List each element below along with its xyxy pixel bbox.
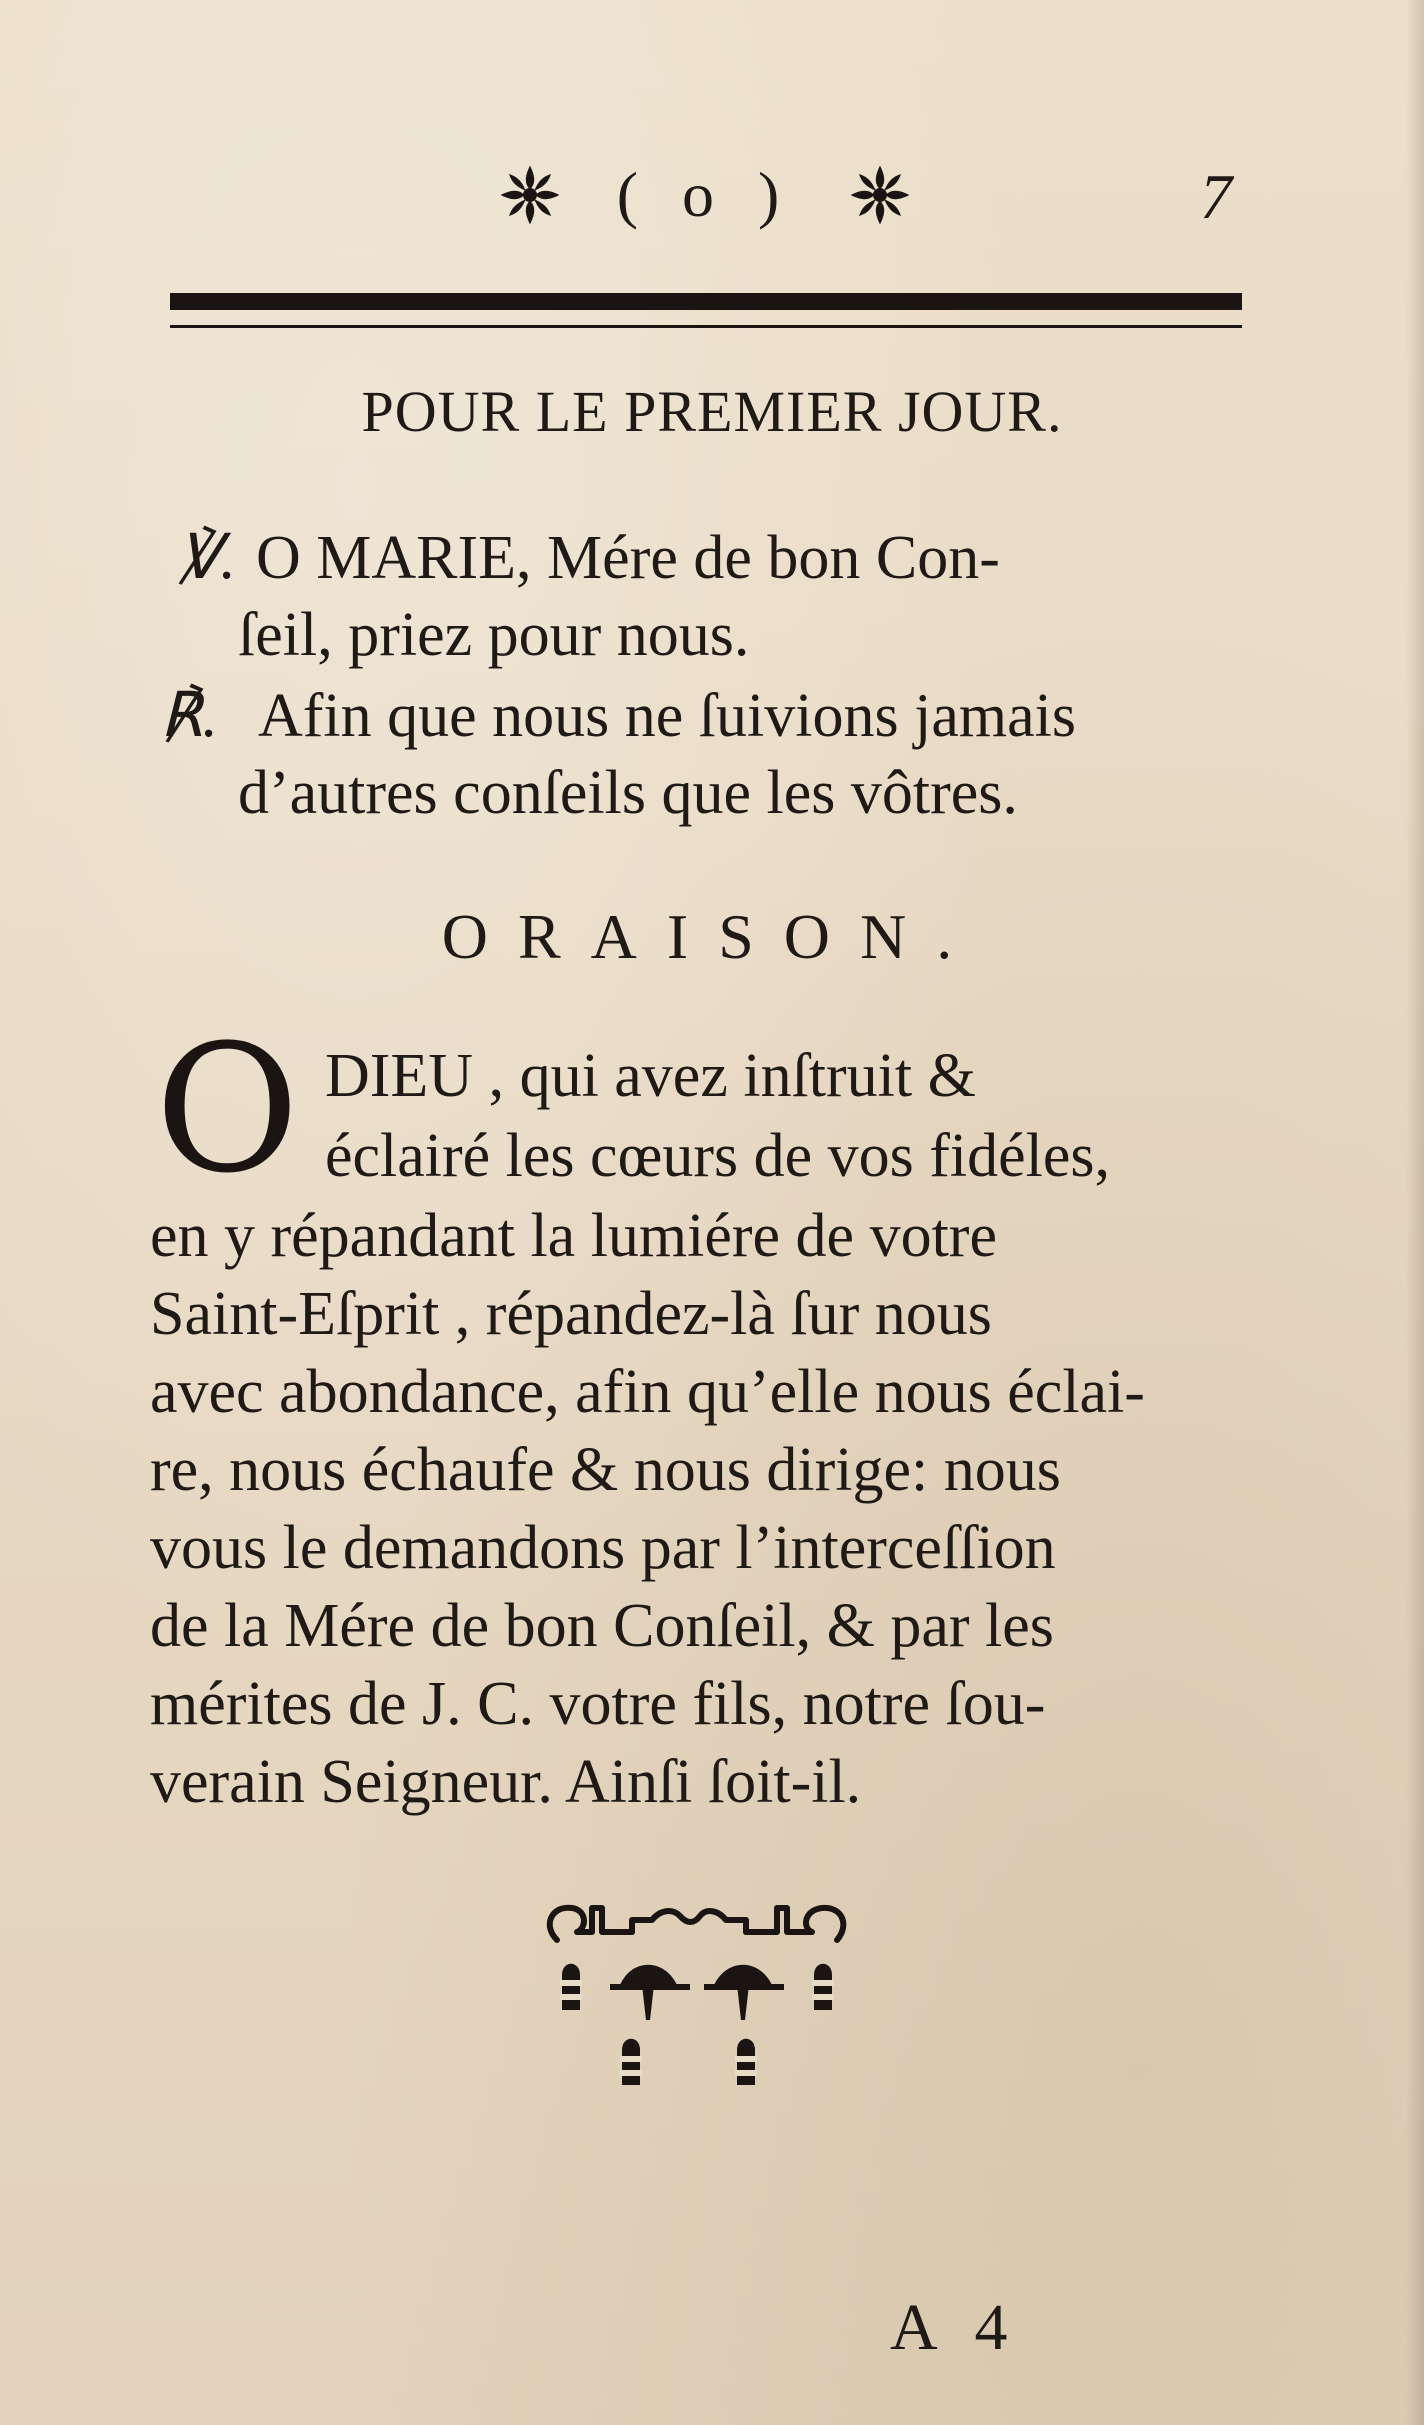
oraison-line-3: en y répandant la lumiére de votre (150, 1202, 997, 1270)
page-number: 7 (1200, 161, 1232, 232)
oraison-line-5: avec abondance, afin qu’elle nous éclai- (150, 1358, 1145, 1426)
oraison-title: ORAISON. (441, 901, 983, 972)
oraison-line-7: vous le demandons par l’interceſſion (150, 1514, 1056, 1582)
signature-mark: A 4 (890, 2291, 1020, 2364)
section-title: POUR LE PREMIER JOUR. (361, 379, 1063, 444)
header-rule-thick (170, 293, 1242, 310)
response-symbol: ℟. (160, 682, 218, 750)
header-rule-thin (170, 325, 1242, 328)
page-marker: ( o ) (616, 159, 794, 230)
oraison-line-1: DIEU , qui avez inſtruit & (325, 1042, 976, 1110)
oraison-line-10: verain Seigneur. Ainſi ſoit-il. (150, 1748, 862, 1816)
oraison-line-2: éclairé les cœurs de vos fidéles, (325, 1122, 1111, 1190)
page-header (0, 140, 1424, 250)
dropcap-letter: O (155, 1007, 300, 1212)
versicle-symbol: ℣. (178, 524, 236, 592)
oraison-line-6: re, nous échaufe & nous dirige: nous (150, 1436, 1061, 1504)
versicle-line-2: ſeil, priez pour nous. (238, 601, 750, 669)
response-line-2: d’autres conſeils que les vôtres. (238, 759, 1018, 827)
versicle-line-1 (178, 520, 1000, 594)
versicle-text-1: O MARIE, Mére de bon Con- (256, 524, 1000, 592)
oraison-line-8: de la Mére de bon Conſeil, & par les (150, 1592, 1054, 1660)
response-line-1 (160, 678, 1076, 752)
page-edge-shadow (1406, 0, 1424, 2425)
fleuron-icon (845, 160, 915, 230)
fleuron-icon (495, 160, 565, 230)
header-ornament-group (495, 150, 915, 240)
oraison-line-9: mérites de J. C. votre fils, notre ſou- (150, 1670, 1046, 1738)
response-text-1: Afin que nous ne ſuivions jamais (258, 682, 1076, 750)
tailpiece-ornament-icon (532, 1880, 862, 2100)
oraison-line-4: Saint-Eſprit , répandez-là ſur nous (150, 1280, 992, 1348)
